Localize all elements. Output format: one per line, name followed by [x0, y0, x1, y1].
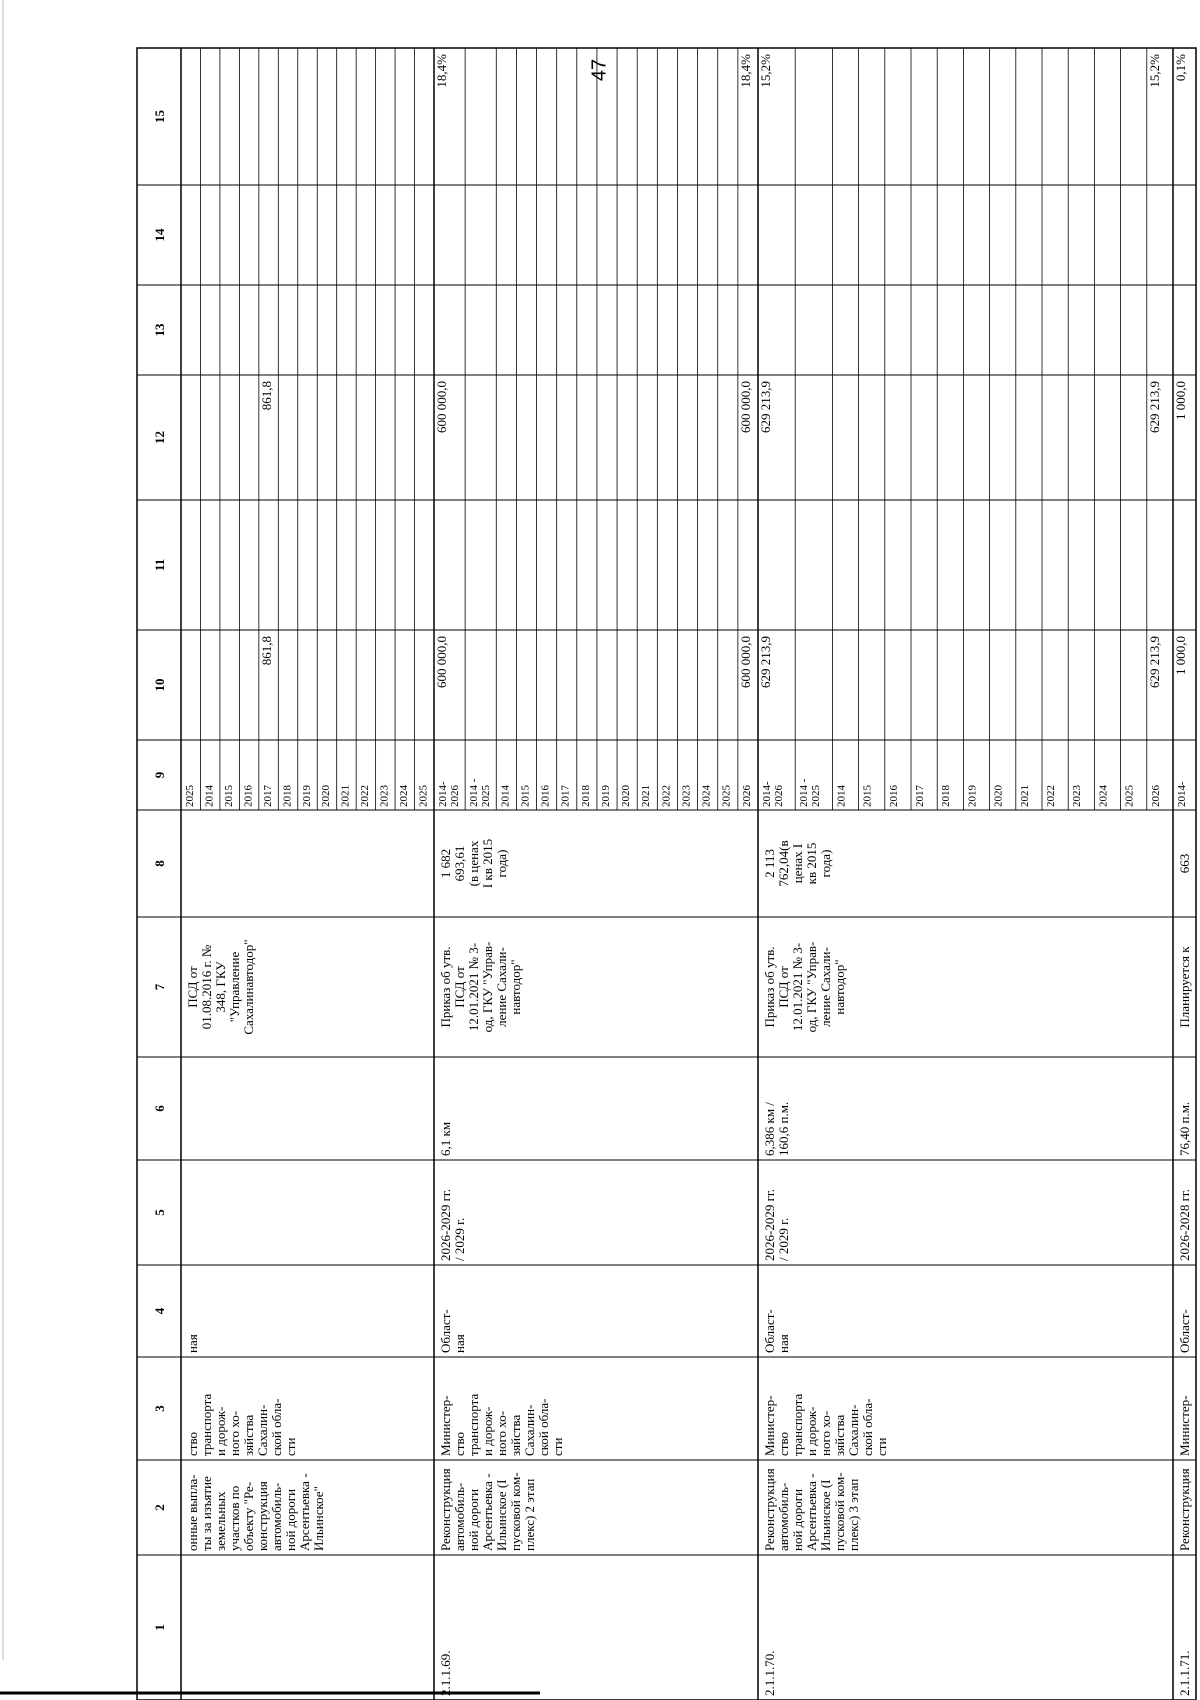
cell-text: ты за изъятие: [199, 1476, 214, 1551]
cell-text: 12.01.2021 № 3-: [790, 942, 805, 1032]
year-label: 2022: [359, 785, 372, 807]
year-label: 2014 -: [798, 778, 811, 807]
cell-text: навтодор": [508, 959, 523, 1015]
year-label: 2014: [203, 785, 216, 807]
year-label: 2016: [242, 785, 255, 807]
cell-text: Сахалин-: [255, 1404, 270, 1456]
cell-text: Планируется к: [1177, 946, 1192, 1028]
cell-text: Сахалин-: [522, 1404, 537, 1456]
cell-text: 12.01.2021 № 3-: [466, 942, 481, 1032]
cell-text: транспорта: [790, 1393, 805, 1456]
year-label: 2021: [339, 785, 352, 807]
year-label: 2026: [773, 785, 785, 807]
year-label: 2020: [320, 785, 333, 807]
year-label: 2025: [184, 785, 196, 807]
year-label: 2014: [835, 785, 848, 807]
value-cell: 15,2%: [1146, 54, 1162, 88]
year-label: 2015: [861, 785, 874, 807]
cell-text: ПСД от: [776, 966, 791, 1008]
column-header: 10: [152, 678, 167, 692]
cell-text: ской обла-: [536, 1398, 551, 1456]
value-cell: 18,4%: [434, 54, 449, 88]
column-header: 9: [152, 771, 167, 779]
year-label: 2014 -: [468, 778, 481, 807]
year-label: 2024: [1097, 785, 1110, 807]
year-label: 2020: [620, 785, 633, 807]
page-number: 47: [588, 58, 611, 82]
cell-text: плекс) 2 этап: [522, 1478, 537, 1551]
cell-text: 2026-2029 гг.: [762, 1188, 777, 1261]
cell-text: Ильинское": [311, 1486, 326, 1551]
year-label: 2022: [660, 785, 673, 807]
cell-text: 6,1 км: [438, 1121, 453, 1156]
column-header: 14: [152, 228, 167, 242]
year-label: 2015: [519, 785, 532, 807]
value-cell: 629 213,9: [1146, 381, 1162, 433]
cell-text: 01.08.2016 г. №: [199, 944, 214, 1030]
cell-text: ской обла-: [269, 1398, 284, 1456]
year-label: 2021: [1018, 785, 1031, 807]
year-label: 2025: [720, 785, 733, 807]
cell-text: 2.1.1.69.: [438, 1650, 453, 1696]
cell-text: 76,40 п.м.: [1177, 1101, 1192, 1156]
column-header: 12: [152, 431, 167, 444]
year-label: 2018: [940, 785, 953, 807]
cell-text: зяйства: [241, 1414, 256, 1456]
cell-text: 2.1.1.70.: [762, 1650, 777, 1696]
year-label: 2025: [417, 785, 430, 807]
cell-text: пусковой ком-: [508, 1472, 523, 1551]
cell-text: участков по: [227, 1485, 242, 1551]
year-label: 2022: [1045, 785, 1057, 807]
cell-text: зяйства: [508, 1414, 523, 1456]
cell-text: ство: [185, 1431, 200, 1456]
year-label: 2014: [499, 785, 512, 807]
year-label: 2017: [914, 785, 926, 807]
value-cell: 600 000,0: [737, 381, 753, 433]
cell-text: 2026-2028 гг.: [1177, 1188, 1192, 1261]
cell-text: 160,6 п.м.: [776, 1101, 791, 1156]
cell-text: года): [494, 849, 509, 878]
year-label: 2025: [1123, 785, 1136, 807]
cell-text: ная: [452, 1334, 467, 1353]
cell-text: сти: [874, 1437, 889, 1456]
value-cell: 600 000,0: [434, 381, 449, 433]
cell-text: Арсентьевка -: [480, 1473, 495, 1551]
year-label: 2017: [559, 785, 572, 807]
year-label: 2017: [261, 785, 274, 807]
cell-text: онные выпла-: [185, 1474, 200, 1551]
cell-text: ценах I: [790, 843, 805, 884]
cell-text: ской обла-: [860, 1398, 875, 1456]
column-header: 8: [152, 860, 167, 867]
column-header: 1: [152, 1624, 167, 1631]
value-cell: 600 000,0: [434, 636, 449, 688]
cell-text: и дорож-: [480, 1406, 495, 1456]
cell-text: / 2029 г.: [452, 1217, 467, 1261]
year-label: 2024: [398, 785, 411, 807]
cell-text: 6,386 км /: [762, 1102, 777, 1156]
year-label: 2014-: [761, 781, 773, 807]
column-header: 7: [152, 983, 167, 991]
cell-text: ного хо-: [818, 1410, 833, 1456]
value-cell: 629 213,9: [1146, 636, 1162, 688]
column-header: 3: [152, 1405, 167, 1412]
year-label: 2021: [640, 785, 653, 807]
cell-text: 2026-2029 гг.: [438, 1188, 453, 1261]
cell-text: ПСД от: [452, 966, 467, 1008]
year-label: 2016: [539, 785, 552, 807]
year-label: 2014-: [1176, 781, 1188, 807]
cell-text: 348, ГКУ: [213, 961, 228, 1013]
cell-text: автомобиль-: [776, 1482, 791, 1551]
column-header: 6: [152, 1105, 167, 1112]
year-label: 2026: [1149, 785, 1162, 807]
cell-text: и дорож-: [804, 1406, 819, 1456]
cell-text: ная: [185, 1334, 200, 1353]
cell-text: ной дороги: [466, 1488, 481, 1551]
cell-text: од, ГКУ "Управ-: [480, 941, 495, 1033]
column-header: 11: [152, 558, 167, 572]
cell-text: навтодор": [832, 959, 847, 1015]
cell-text: транспорта: [199, 1393, 214, 1456]
cell-text: сти: [283, 1437, 298, 1456]
cell-text: объекту "Ре-: [241, 1481, 256, 1551]
value-cell: 0,1%: [1173, 54, 1188, 82]
cell-text: плекс) 3 этап: [846, 1478, 861, 1551]
cell-text: 762,04(в: [776, 840, 791, 887]
cell-text: ной дороги: [283, 1488, 298, 1551]
cell-text: Ильинское (I: [494, 1479, 509, 1551]
cell-text: конструкция: [255, 1481, 270, 1551]
year-label: 2016: [887, 785, 900, 807]
cell-text: Област-: [438, 1309, 453, 1353]
cell-text: автомобиль-: [269, 1482, 284, 1551]
cell-text: 1 682: [438, 848, 453, 879]
cell-text: Сахалин-: [846, 1404, 861, 1456]
value-cell: 861,8: [258, 636, 274, 666]
cell-text: 663: [1177, 853, 1192, 874]
cell-text: Област-: [1177, 1309, 1192, 1353]
cell-text: ство: [776, 1431, 791, 1456]
cell-text: земельных: [213, 1491, 228, 1551]
cell-text: автомобиль-: [452, 1482, 467, 1551]
cell-text: пусковой ком-: [832, 1472, 847, 1551]
year-label: 2018: [281, 785, 294, 807]
cell-text: ление Сахали-: [818, 947, 833, 1027]
cell-text: / 2029 г.: [776, 1217, 791, 1261]
cell-text: зяйства: [832, 1414, 847, 1456]
cell-text: "Управление: [227, 951, 242, 1023]
cell-text: Министер-: [762, 1395, 777, 1456]
cell-text: Министер-: [438, 1395, 453, 1456]
year-label: 2023: [1071, 785, 1084, 807]
year-label: 2019: [966, 785, 979, 807]
year-label: 2026: [740, 785, 753, 807]
cell-text: од, ГКУ "Управ-: [804, 941, 819, 1033]
year-label: 2019: [300, 785, 313, 807]
year-label: 2019: [599, 785, 612, 807]
cell-text: Приказ об утв.: [438, 946, 453, 1028]
value-cell: 629 213,9: [758, 636, 773, 688]
cell-text: и дорож-: [213, 1406, 228, 1456]
cell-text: Приказ об утв.: [762, 946, 777, 1028]
value-cell: 600 000,0: [737, 636, 753, 688]
value-cell: 861,8: [258, 381, 274, 411]
cell-text: ство: [452, 1431, 467, 1456]
cell-text: Арсентьевка -: [297, 1473, 312, 1551]
year-label: 2026: [449, 785, 461, 807]
cell-text: ная: [776, 1334, 791, 1353]
cell-text: ного хо-: [227, 1410, 242, 1456]
cell-text: года): [818, 849, 833, 878]
cell-text: 2.1.1.71.: [1177, 1650, 1192, 1696]
year-label: 2020: [992, 785, 1005, 807]
cell-text: Реконструкция: [1177, 1468, 1192, 1551]
year-label: 2018: [579, 785, 592, 807]
column-header: 13: [152, 323, 167, 337]
cell-text: ПСД от: [185, 966, 200, 1008]
year-label: 2025: [480, 785, 493, 807]
cell-text: Ильинское (I: [818, 1479, 833, 1551]
year-label: 2025: [810, 785, 823, 807]
year-label: 2023: [680, 785, 693, 807]
column-header: 2: [152, 1504, 167, 1511]
column-header: 4: [152, 1307, 167, 1315]
cell-text: Арсентьевка -: [804, 1473, 819, 1551]
cell-text: ного хо-: [494, 1410, 509, 1456]
cell-text: Реконструкция: [762, 1468, 777, 1551]
cell-text: кв 2015: [804, 842, 819, 885]
cell-text: (в ценах: [466, 840, 481, 887]
cell-text: Сахалинавтодор": [241, 939, 256, 1035]
cell-text: ной дороги: [790, 1488, 805, 1551]
value-cell: 629 213,9: [758, 381, 773, 433]
column-header: 5: [152, 1209, 167, 1216]
value-cell: 15,2%: [758, 54, 773, 88]
cell-text: транспорта: [466, 1393, 481, 1456]
value-cell: 1 000,0: [1173, 636, 1188, 675]
cell-text: 693,61: [452, 845, 467, 882]
year-label: 2023: [378, 785, 391, 807]
cell-text: 2 113: [762, 849, 777, 878]
cell-text: I кв 2015: [480, 838, 495, 889]
cell-text: Реконструкция: [438, 1468, 453, 1551]
cell-text: ление Сахали-: [494, 947, 509, 1027]
year-label: 2015: [222, 785, 235, 807]
value-cell: 18,4%: [737, 54, 753, 88]
value-cell: 1 000,0: [1173, 381, 1188, 420]
cell-text: сти: [550, 1437, 565, 1456]
year-label: 2024: [700, 785, 713, 807]
cell-text: Министер-: [1177, 1395, 1192, 1456]
column-header: 15: [152, 110, 167, 123]
year-label: 2014-: [437, 781, 449, 807]
cell-text: Област-: [762, 1309, 777, 1353]
